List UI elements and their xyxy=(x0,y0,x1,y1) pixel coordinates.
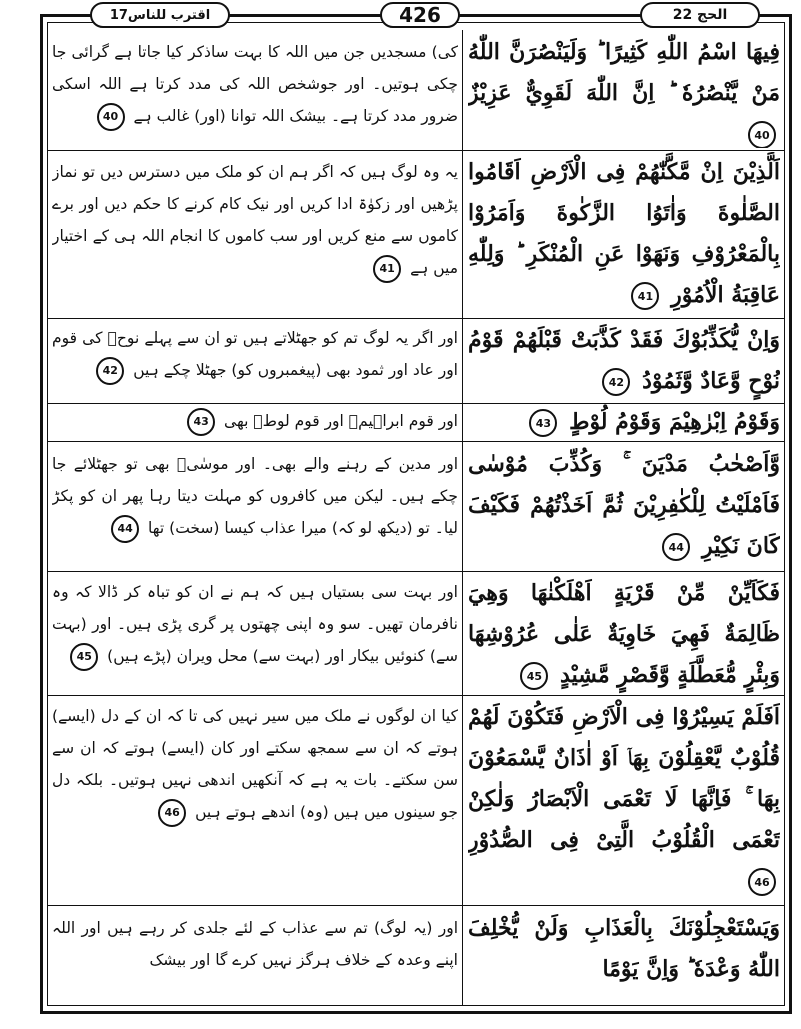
verse-divider xyxy=(47,905,785,906)
ayah-number-marker: 44 xyxy=(662,533,690,561)
arabic-text: وَيَسْتَعْجِلُوْنَكَ بِالْعَذَابِ وَلَنْ يُّخْلِفَ اللّٰهُ وَعْدَهٗ ؕ وَاِنَّ يَوْمًا xyxy=(468,915,780,982)
arabic-text: وَاِنْ يُّكَذِّبُوْكَ فَقَدْ كَذَّبَتْ قَبْلَهُمْ قَوْمُ نُوْحٍ وَّعَادٌ وَّثَمُوْدُ xyxy=(468,327,780,394)
ayah-number-marker: 45 xyxy=(520,662,548,690)
arabic-verse-44 xyxy=(468,444,780,570)
ayah-number-marker: 42 xyxy=(96,357,124,385)
urdu-text: کیا ان لوگوں نے ملک میں سیر نہیں کی تا کہ ان کے دل (ایسے) ہوتے کہ ان سے سمجھ سکتے اور کان (ایسے) ہوتے کہ ان سے سن سکتے۔ بات یہ ہے کہ آنکھیں اندھی نہیں ہوتیں۔ بلکہ دل جو سینوں میں ہیں (وہ) اندھے ہوتے ہیں xyxy=(52,707,458,821)
verse-divider xyxy=(47,150,785,151)
arabic-text: اَفَلَمْ يَسِيْرُوْا فِى الْاَرْضِ فَتَكُوْنَ لَهُمْ قُلُوْبٌ يَّعْقِلُوْنَ بِهَاۤ اَوْ اٰذَانٌ يَّسْمَعُوْنَ بِهَا ۚ فَاِنَّهَا لَا تَعْمَى الْاَبْصَارُ وَلٰكِنْ تَعْمَى الْقُلُوْبُ الَّتِىْ فِى الصُّدُوْرِ xyxy=(468,704,780,853)
urdu-text: اور بہت سی بستیاں ہیں کہ ہم نے ان کو تباہ کر ڈالا کہ وہ نافرمان تھیں۔ سو وہ اپنی چھتوں پر گری پڑی ہیں۔ اور (بہت سے) کنوئیں بیکار اور (بہت سے) محل ویران (پڑے ہیں) xyxy=(52,583,458,665)
ayah-number-marker: 41 xyxy=(631,282,659,310)
arabic-verse-42 xyxy=(468,320,780,402)
ayah-number-marker: 40 xyxy=(97,103,125,131)
arabic-text: وَّاَصْحٰبُ مَدْيَنَ ۚ وَكُذِّبَ مُوْسٰى فَاَمْلَيْتُ لِلْكٰفِرِيْنَ ثُمَّ اَخَذْتُهُمْ فَكَيْفَ كَانَ نَكِيْرِ xyxy=(468,451,780,559)
ayah-number-marker: 43 xyxy=(187,408,215,436)
verse-divider xyxy=(47,695,785,696)
urdu-text: یہ وہ لوگ ہیں کہ اگر ہم ان کو ملک میں دسترس دیں تو نماز پڑھیں اور زکوٰۃ ادا کریں اور نیک کام کرنے کا حکم دیں اور برے کاموں سے منع کریں اور سب کاموں کا انجام اللہ ہی کے اختیار میں ہے xyxy=(52,163,458,277)
arabic-text: اَلَّذِيْنَ اِنْ مَّكَّنّٰهُمْ فِى الْاَرْضِ اَقَامُوا الصَّلٰوةَ وَاٰتَوُا الزَّكٰوةَ وَاَمَرُوْا بِالْمَعْرُوْفِ وَنَهَوْا عَنِ الْمُنْكَرِ ؕ وَلِلّٰهِ عَاقِبَةُ الْاُمُوْرِ xyxy=(468,159,780,308)
ayah-number-marker: 44 xyxy=(111,515,139,543)
urdu-text: کی) مسجدیں جن میں اللہ کا بہت ساذکر کیا جاتا ہے گرائی جا چکی ہوتیں۔ اور جوشخص اللہ کی مدد کرتا ہے اللہ اسکی ضرور مدد کرتا ہے۔ بیشک اللہ توانا (اور) غالب ہے xyxy=(52,43,458,125)
urdu-text: اور قوم ابراہیمؑ اور قوم لوطؑ بھی xyxy=(224,412,458,430)
arabic-verse-47 xyxy=(468,908,780,1003)
urdu-translation-42 xyxy=(52,322,458,402)
juz-name-label: اقترب للناس17 xyxy=(90,2,230,28)
urdu-translation-45 xyxy=(52,576,458,694)
ayah-number-marker: 45 xyxy=(70,643,98,671)
page-number: 426 xyxy=(380,2,460,28)
arabic-verse-45 xyxy=(468,573,780,694)
arabic-text: فِيهَا اسْمُ اللّٰهِ كَثِيرًا ؕ وَلَيَنْصُرَنَّ اللّٰهُ مَنْ يَّنْصُرُهٗ ؕ اِنَّ اللّٰهَ لَقَوِيٌّ عَزِيْزٌ xyxy=(468,39,780,106)
urdu-translation-44 xyxy=(52,448,458,570)
arabic-verse-46 xyxy=(468,697,780,904)
ayah-number-marker: 42 xyxy=(602,368,630,396)
urdu-translation-47 xyxy=(52,912,458,1002)
arabic-verse-43 xyxy=(468,402,780,440)
urdu-translation-43 xyxy=(52,405,458,440)
arabic-verse-41 xyxy=(468,152,780,316)
ayah-number-marker: 43 xyxy=(529,409,557,437)
urdu-text: اور (یہ لوگ) تم سے عذاب کے لئے جلدی کر رہے ہیں اور اللہ اپنے وعدہ کے خلاف ہرگز نہیں کرے گا اور بیشک xyxy=(52,919,458,969)
urdu-translation-46 xyxy=(52,700,458,904)
urdu-text: اور اگر یہ لوگ تم کو جھٹلاتے ہیں تو ان سے پہلے نوحؑ کی قوم اور عاد اور ثمود بھی (پیغمبروں کو) جھٹلا چکے ہیں xyxy=(52,329,458,379)
column-divider xyxy=(462,30,463,1006)
ayah-number-marker: 40 xyxy=(748,121,776,148)
ayah-number-marker: 46 xyxy=(748,868,776,896)
urdu-translation-40 xyxy=(52,36,458,148)
arabic-text: وَقَوْمُ اِبْرٰهِيْمَ وَقَوْمُ لُوْطٍ xyxy=(569,409,780,435)
verse-divider xyxy=(47,441,785,442)
ayah-number-marker: 41 xyxy=(373,255,401,283)
arabic-verse-40 xyxy=(468,32,780,148)
ayah-number-marker: 46 xyxy=(158,799,186,827)
urdu-text: اور مدین کے رہنے والے بھی۔ اور موسٰیؑ بھی تو جھٹلائے جا چکے ہیں۔ لیکن میں کافروں کو مہلت دیتا رہا پھر ان کو پکڑ لیا۔ تو (دیکھ لو کہ) میرا عذاب کیسا (سخت) تھا xyxy=(52,455,458,537)
surah-name-label: الحج 22 xyxy=(640,2,760,28)
urdu-translation-41 xyxy=(52,156,458,316)
verse-divider xyxy=(47,318,785,319)
verse-divider xyxy=(47,571,785,572)
arabic-text: فَكَاَيِّنْ مِّنْ قَرْيَةٍ اَهْلَكْنٰهَا وَهِيَ ظَالِمَةٌ فَهِيَ خَاوِيَةٌ عَلٰى عُرُوْشِهَا وَبِئْرٍ مُّعَطَّلَةٍ وَّقَصْرٍ مَّشِيْدٍ xyxy=(468,580,780,688)
